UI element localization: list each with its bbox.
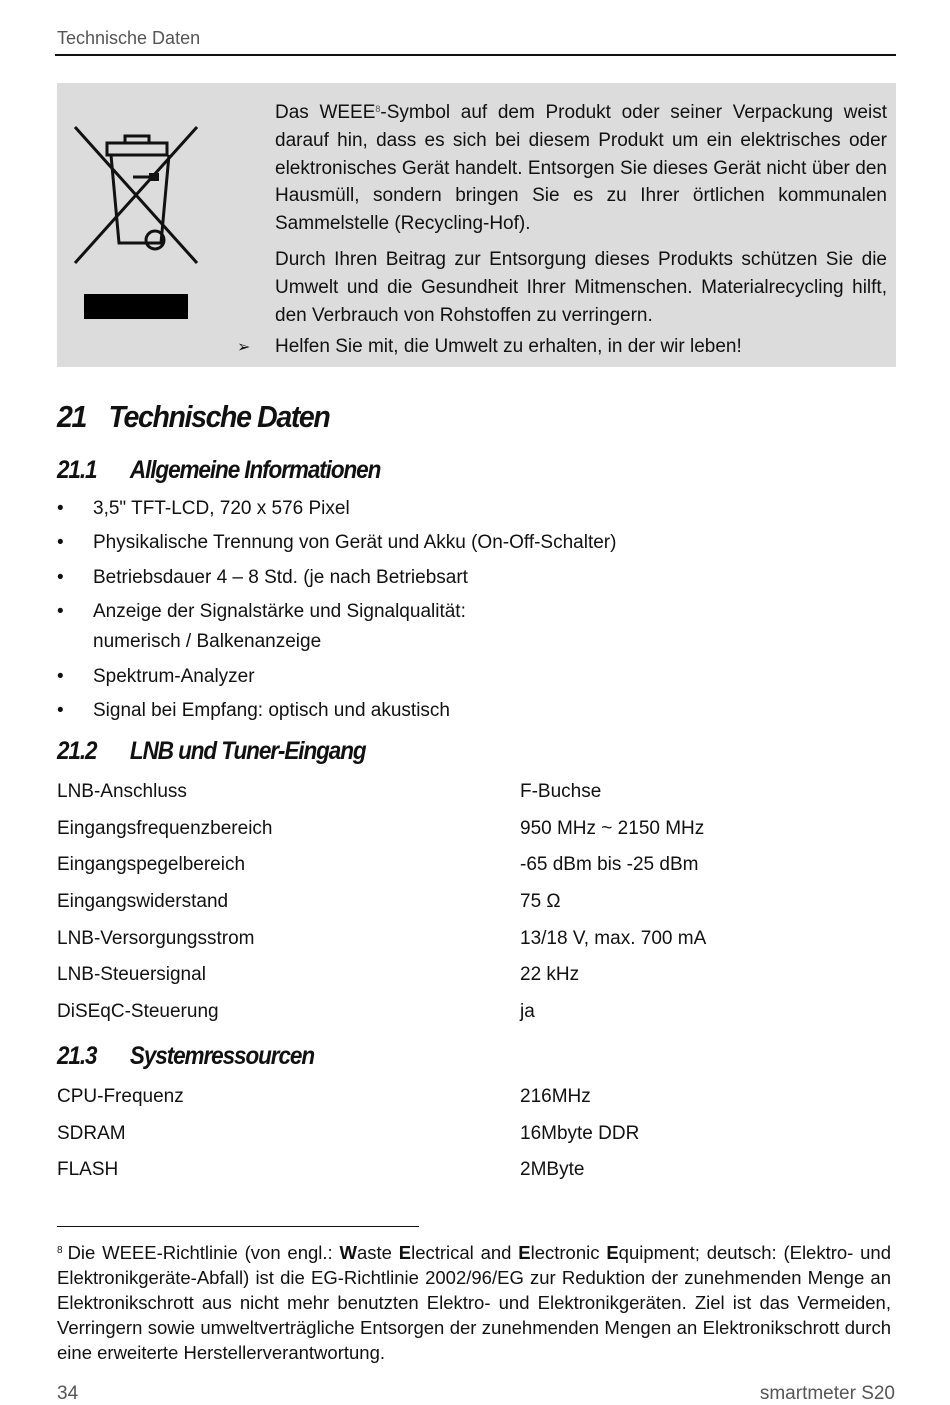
weee-paragraph-1 [275,96,887,238]
spec-key: SDRAM [57,1122,126,1144]
table-row [57,850,877,887]
list-item-text: Betriebsdauer 4 – 8 Std. (je nach Betriebsart [93,566,468,588]
spec-key: LNB-Anschluss [57,781,187,802]
section-number: 21.2 [57,737,97,765]
table-row [57,777,877,814]
footnote-bold-letter: E [518,1242,531,1263]
footnote-text: quipment; deutsch: (Elektro- und Elektronikgeräte-Abfall) ist die EG-Richtlinie 2002/96/EG zur Reduktion der zunehmenden Menge an Elektronikschrott aus nicht mehr benutzten Elektro- und Elektronikgeräten. Ziel ist das Vermeiden, Verringern sowie umweltverträgliche Entsorgen der zunehmenden Mengen an Elektronikschrott durch eine erweiterte Herstellerverantwortung. [57,1242,892,1363]
spec-key: Eingangspegelbereich [57,854,246,876]
bullet-icon: • [57,699,64,721]
spec-value: 950 MHz ~ 2150 MHz [520,817,705,839]
footnote-text: lectronic [530,1242,607,1263]
spec-key: LNB-Steuersignal [57,964,206,986]
list-item [57,597,857,657]
list-item-text: Spektrum-Analyzer [93,665,255,687]
weee-paragraph-1-start: Das WEEE [275,102,376,123]
weee-paragraph-1-rest: -Symbol auf dem Produkt oder seiner Verpackung weist darauf hin, dass es sich bei diesem Produkt um ein elektrisches oder elektronisches Gerät handelt. Entsorgen Sie dieses Gerät nicht über den Hausmüll, sondern bringen Sie es zu Ihrer örtlichen kommunalen Sammelstelle (Recycling-Hof). [275,102,887,235]
table-row [57,887,877,924]
list-item-text: 3,5" TFT-LCD, 720 x 576 Pixel [93,498,350,519]
weee-text [275,96,887,337]
footnote-bold-letter: E [606,1242,619,1263]
footnote-text: lectrical and [411,1242,519,1263]
spec-key: CPU-Frequenz [57,1086,184,1107]
spec-value: 22 kHz [520,964,580,986]
table-row [57,1155,877,1192]
footnote [57,1238,891,1365]
section-number: 21.3 [57,1042,97,1070]
general-info-list [57,494,857,730]
section-title: LNB und Tuner-Eingang [129,737,366,765]
running-header: Technische Daten [57,28,201,48]
footnote-marker: 8 [57,1245,63,1256]
chapter-number: 21 [57,399,86,434]
section-title: Allgemeine Informationen [129,456,381,484]
weee-notice-box [57,83,896,367]
spec-value: 16Mbyte DDR [520,1122,640,1144]
lnb-spec-table [57,777,877,1034]
spec-key: LNB-Versorgungsstrom [57,927,255,949]
section-number: 21.1 [57,456,97,484]
list-item [57,528,857,558]
spec-value: 13/18 V, max. 700 mA [520,927,707,949]
section-heading-21-1 [57,456,380,485]
footnote-text: Die WEEE-Richtlinie (von engl.: [67,1242,340,1263]
table-row [57,1119,877,1156]
table-row [57,997,877,1034]
weee-black-bar [84,294,188,319]
bullet-icon: • [57,665,64,687]
weee-paragraph-2: Durch Ihren Beitrag zur Entsorgung dieses Produkts schützen Sie die Umwelt und die Gesundheit Ihrer Mitmenschen. Materialrecycling hilft, den Verbrauch von Rohstoffen zu verringern. [275,248,887,326]
table-row [57,1082,877,1119]
spec-key: DiSEqC-Steuerung [57,1001,219,1023]
crossed-out-wheelie-bin-icon [73,125,203,265]
list-item [57,494,857,524]
page-number: 34 [57,1383,79,1404]
table-row [57,814,877,851]
spec-key: FLASH [57,1159,119,1181]
header-rule [55,54,896,56]
section-heading-21-3 [57,1042,314,1071]
spec-value: 2MByte [520,1159,585,1181]
section-heading-21-2 [57,737,366,766]
list-item [57,563,857,593]
list-item [57,696,857,726]
spec-value: 75 Ω [520,891,561,913]
list-item [57,662,857,692]
bullet-icon: • [57,532,64,554]
bullet-icon: • [57,498,64,519]
spec-value: -65 dBm bis -25 dBm [520,854,699,876]
chapter-heading [57,399,329,435]
footnote-ref: 8 [375,104,381,114]
list-item-text: Signal bei Empfang: optisch und akustisch [93,699,450,721]
weee-arrow-text: Helfen Sie mit, die Umwelt zu erhalten, in der wir leben! [275,336,742,357]
list-item-text: Anzeige der Signalstärke und Signalqualität: [93,601,466,623]
chapter-title: Technische Daten [108,399,330,434]
footnote-rule [57,1226,419,1227]
table-row [57,924,877,961]
table-row [57,960,877,997]
section-title: Systemressourcen [129,1042,314,1070]
bullet-icon: • [57,566,64,588]
product-name: smartmeter S20 [759,1383,895,1404]
spec-value: F-Buchse [520,781,602,802]
spec-value: 216MHz [520,1086,591,1107]
footnote-bold-letter: E [398,1242,412,1263]
list-item-text: Physikalische Trennung von Gerät und Akku (On-Off-Schalter) [93,532,617,554]
list-item-text-continued: numerisch / Balkenanzeige [93,631,322,653]
bullet-icon: • [57,601,64,623]
spec-value: ja [520,1001,535,1023]
weee-arrow-item [237,333,742,361]
arrow-bullet-icon: ➢ [237,339,251,356]
spec-key: Eingangsfrequenzbereich [57,817,273,839]
footnote-text: aste [356,1242,399,1263]
footnote-bold-letter: W [339,1242,357,1263]
spec-key: Eingangswiderstand [57,891,229,913]
system-resources-table [57,1082,877,1192]
